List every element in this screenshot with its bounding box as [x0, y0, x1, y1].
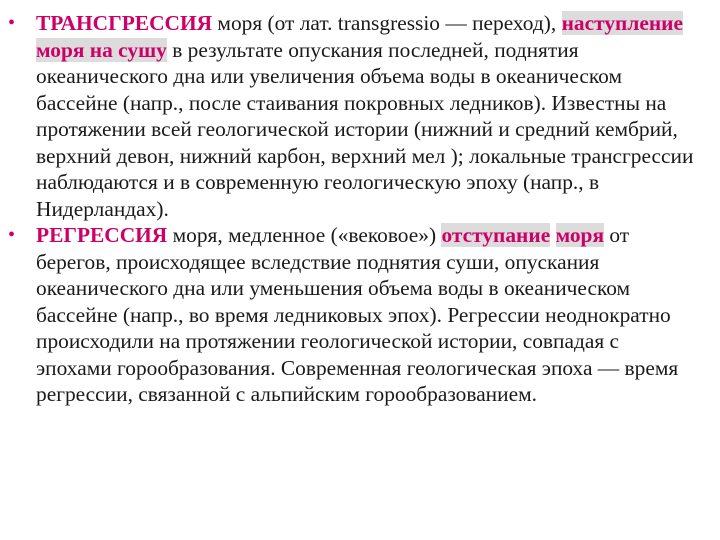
- bullet-dot-icon: •: [8, 224, 16, 246]
- key-phrase: отступание: [441, 223, 551, 247]
- definition-text: моря (от лат. transgressio — переход),: [212, 11, 562, 35]
- term-transgression: ТРАНСГРЕССИЯ: [36, 11, 213, 35]
- definition-text: в результате опускания последней, поднятия океанического дна или увеличения объема воды в океаническом бассейне (напр., после стаивания покровных ледников). Известны на протяжении всей геологической истории (нижний и средний кембрий, верхний девон, нижний карбон, верхний мел ); локальные трансгрессии наблюдаются и в современную геологическую эпоху (напр., в Нидерландах).: [36, 37, 694, 221]
- definition-text: [550, 223, 555, 247]
- key-phrase: моря: [555, 223, 605, 247]
- definition-text: от берегов, происходящее вследствие поднятия суши, опускания океанического дна или уменьшения объема воды в океаническом бассейне (напр., во время ледниковых эпох). Регрессии неоднократно происходили на протяжении геологической истории, совпадая с эпохами горообразования. Современная геологическая эпоха — время регрессии, связанной с альпийским горообразованием.: [36, 223, 679, 406]
- bullet-list: [6, 10, 696, 408]
- key-phrase: наступление моря на сушу: [36, 11, 683, 62]
- term-regression: РЕГРЕССИЯ: [36, 223, 168, 247]
- bullet-dot-icon: •: [8, 12, 16, 34]
- definition-text: моря, медленное («вековое»): [167, 223, 442, 247]
- bullet-regression: [6, 222, 696, 408]
- bullet-transgression: [6, 10, 696, 222]
